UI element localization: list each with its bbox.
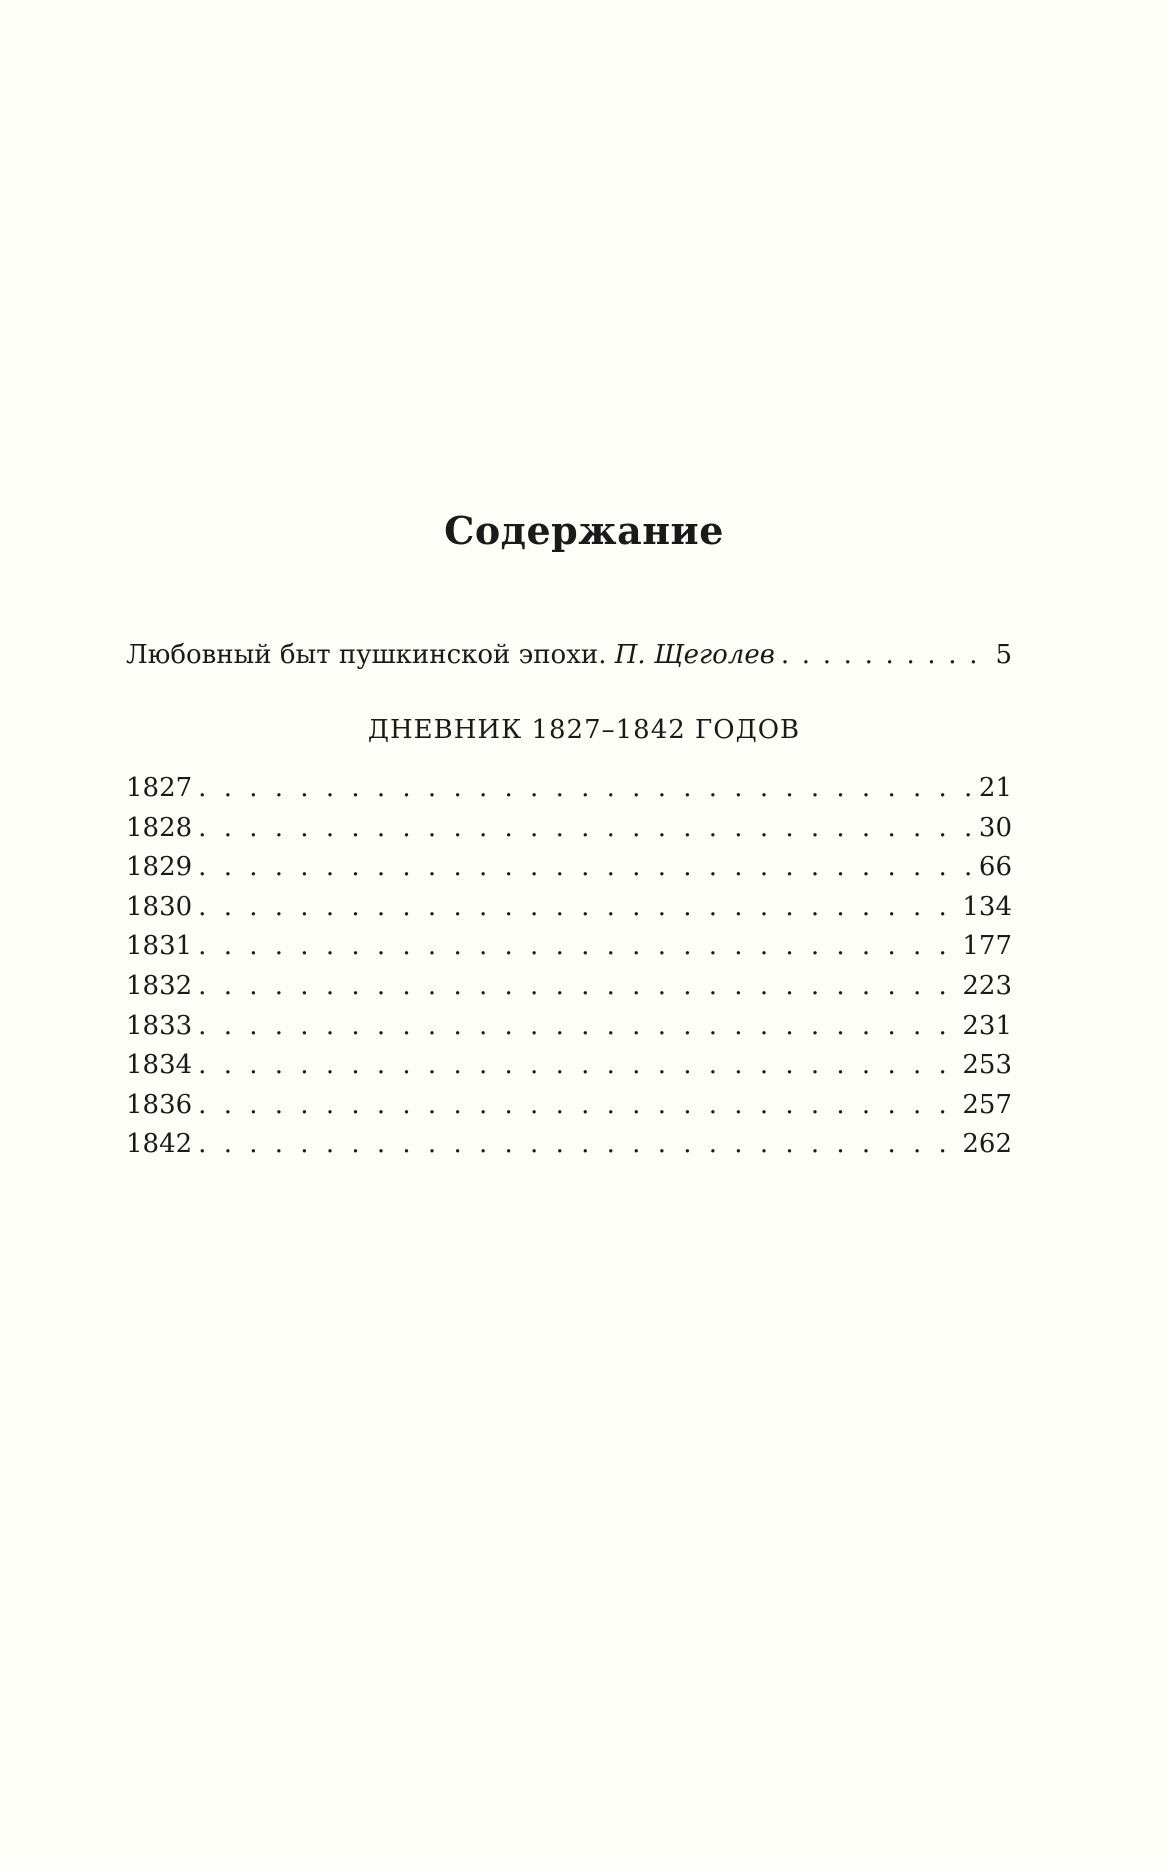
toc-entry: [126, 809, 1012, 849]
toc-entry-page: 21: [978, 773, 1012, 803]
toc-intro: [126, 636, 1012, 676]
toc-entry-label: [126, 636, 775, 676]
toc-entry-page: 177: [962, 931, 1012, 962]
toc-entry-label: 1834: [126, 1050, 193, 1081]
toc-year-list: [126, 769, 1012, 1165]
toc-entry-page: 134: [962, 891, 1012, 922]
toc-entry: [126, 1086, 1012, 1126]
toc-entry-label: 1842: [126, 1129, 193, 1160]
toc-entry-label: 1836: [126, 1089, 193, 1120]
toc-entry-label: 1830: [126, 891, 193, 922]
toc-entry: [126, 927, 1012, 967]
toc-entry-label: 1831: [126, 931, 193, 962]
dot-leader: [198, 769, 973, 809]
dot-leader: [198, 1046, 956, 1086]
toc-entry-page: 5: [995, 640, 1012, 670]
dot-leader: [781, 636, 990, 676]
toc-entry-page: 223: [962, 970, 1012, 1001]
dot-leader: [198, 1125, 956, 1165]
toc-entry-page: 253: [962, 1050, 1012, 1081]
toc-entry: [126, 967, 1012, 1007]
toc-entry-label: 1828: [126, 812, 193, 843]
toc-entry-page: 231: [962, 1010, 1012, 1041]
toc-entry: [126, 848, 1012, 888]
dot-leader: [198, 848, 973, 888]
dot-leader: [198, 1007, 956, 1047]
toc-entry: [126, 888, 1012, 928]
toc-entry-page: 30: [978, 812, 1012, 843]
intro-title: Любовный быт пушкинской эпохи.: [126, 640, 607, 670]
dot-leader: [198, 888, 956, 928]
dot-leader: [198, 967, 956, 1007]
toc-entry-intro: [126, 636, 1012, 676]
toc-entry: [126, 769, 1012, 809]
toc-entry: [126, 1125, 1012, 1165]
page-title: Содержание: [444, 508, 724, 553]
dot-leader: [198, 809, 973, 849]
dot-leader: [198, 927, 956, 967]
toc-entry-label: 1829: [126, 852, 193, 883]
toc-entry-page: 257: [962, 1089, 1012, 1120]
toc-entry-label: 1832: [126, 970, 193, 1001]
section-heading: ДНЕВНИК 1827–1842 ГОДОВ: [367, 715, 801, 745]
toc-entry: [126, 1007, 1012, 1047]
intro-author: П. Щеголев: [614, 640, 775, 670]
toc-entry-page: 66: [978, 852, 1012, 883]
toc-entry-label: 1833: [126, 1010, 193, 1041]
toc-entry: [126, 1046, 1012, 1086]
dot-leader: [198, 1086, 956, 1126]
toc-entry-page: 262: [962, 1129, 1012, 1160]
toc-entry-label: 1827: [126, 773, 193, 803]
